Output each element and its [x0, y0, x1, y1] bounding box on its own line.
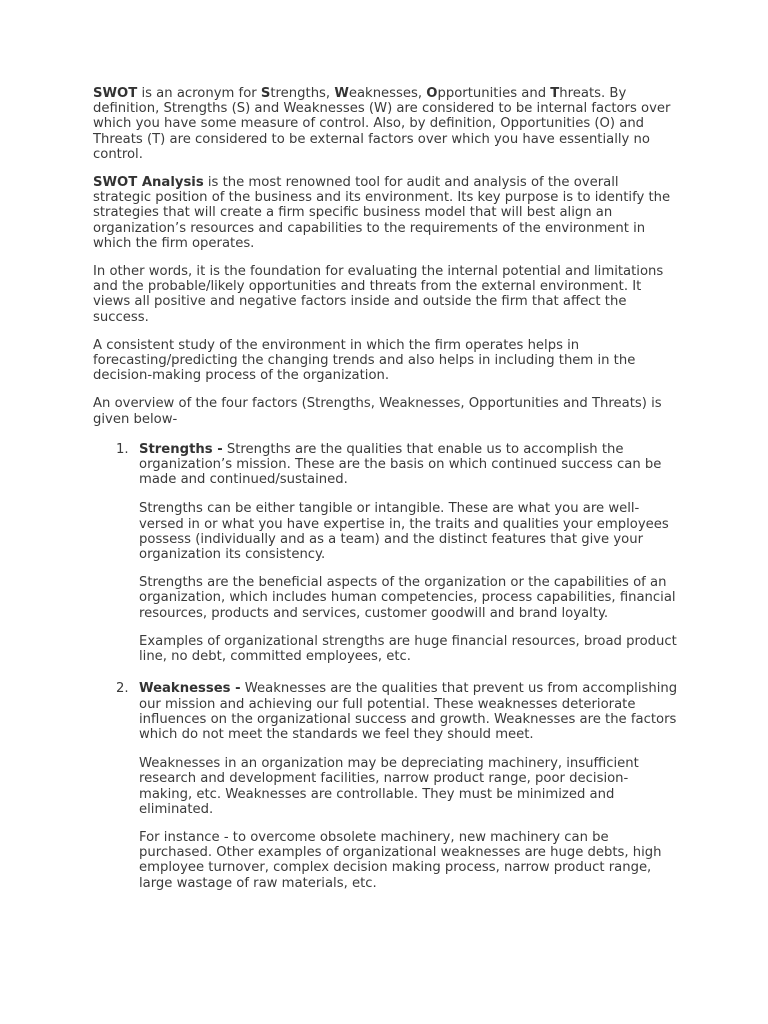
factor-paragraph: Examples of organizational strengths are huge financial resources, broad product line, no debt, committed employees, etc. [139, 633, 677, 665]
factor-heading: Strengths - [139, 441, 223, 457]
text-run: Strengths are the qualities that enable us to accomplish the organization’s mission. These are the basis on which continued success can be made and continued/sustained. [139, 441, 662, 488]
acronym-letter-t: T [550, 86, 560, 101]
text-run: is an acronym for [137, 86, 261, 101]
list-number: 2. [116, 681, 129, 697]
factor-item-weaknesses [93, 681, 678, 890]
intro-paragraph-3: In other words, it is the foundation for evaluating the internal potential and limitations and the probable/likely opportunities and threats from the external environment. It views all positive and negative factors inside and outside the firm that affect the success. [93, 264, 664, 325]
intro-paragraph-5: An overview of the four factors (Strengths, Weaknesses, Opportunities and Threats) is given below- [93, 396, 662, 427]
factor-lead [139, 442, 678, 488]
swot-analysis-term: SWOT Analysis [93, 175, 204, 191]
text-run: is the most renowned tool for audit and analysis of the overall strategic position of the business and its environment. Its key purpose is to identify the strategies that will create a firm specific business model that will best align an organization’s resources and capabilities to the requirements of the environment in which the firm operates. [93, 175, 671, 251]
factor-lead [139, 681, 678, 742]
acronym-letter-w: W [334, 86, 349, 101]
swot-term: SWOT [93, 86, 138, 101]
intro-paragraph-1 [93, 86, 678, 162]
acronym-letter-s: S [260, 86, 271, 101]
factor-paragraph: Weaknesses in an organization may be depreciating machinery, insufficient research and development facilities, narrow product range, poor decision-making, etc. Weaknesses are controllable. They must be minimized and eliminated. [139, 756, 639, 817]
factor-paragraph: Strengths can be either tangible or intangible. These are what you are well-versed in or what you have expertise in, the traits and qualities your employees possess (individually and as a team) and the distinct features that give your organization its consistency. [139, 501, 669, 563]
factors-list [93, 442, 678, 891]
intro-paragraph-4: A consistent study of the environment in which the firm operates helps in forecasting/predicting the changing trends and also helps in including them in the decision-making process of the organization. [93, 337, 636, 384]
factor-paragraph: For instance - to overcome obsolete machinery, new machinery can be purchased. Other examples of organizational weaknesses are huge debts, high employee turnover, complex decision making process, narrow product range, large wastage of raw materials, etc. [139, 829, 662, 891]
document-page [93, 86, 678, 908]
factor-item-strengths [93, 442, 678, 664]
text-run: hreats. By definition, Strengths (S) and Weaknesses (W) are considered to be internal factors over which you have some measure of control. Also, by definition, Opportunities (O) and Threats (T) are considered to be external factors over which you have essentially no control. [93, 86, 671, 162]
acronym-letter-o: O [426, 86, 438, 101]
text-run: pportunities and [437, 86, 551, 101]
text-run: Weaknesses are the qualities that prevent us from accomplishing our mission and achieving our full potential. These weaknesses deteriorate influences on the organizational success and growth. Weaknesses are the factors which do not meet the standards we feel they should meet. [139, 681, 678, 742]
text-run: eaknesses, [348, 86, 427, 101]
text-run: trengths, [270, 86, 335, 101]
factor-paragraph: Strengths are the beneficial aspects of the organization or the capabilities of an organization, which includes human competencies, process capabilities, financial resources, products and services, customer goodwill and brand loyalty. [139, 575, 676, 621]
list-number: 1. [116, 441, 129, 457]
intro-paragraph-2 [93, 175, 678, 251]
factor-heading: Weaknesses - [139, 681, 241, 697]
